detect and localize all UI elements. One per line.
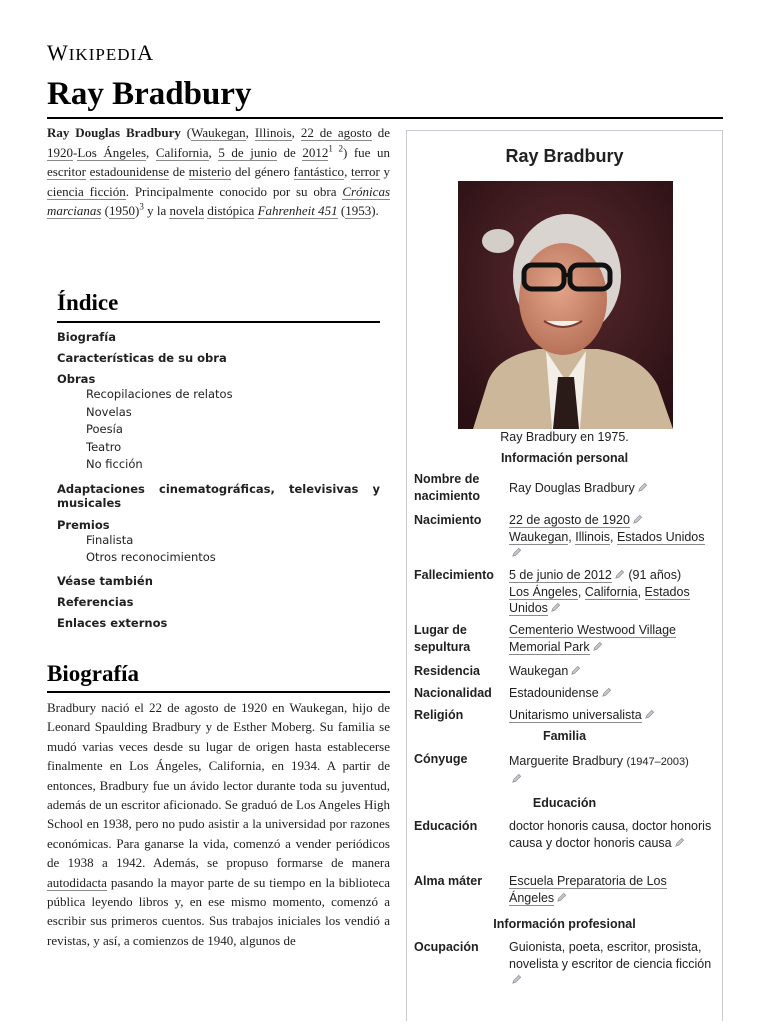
infobox-row-birth: Nacimiento 22 de agosto de 1920 Waukegan, Illinois, Estados Unidos <box>414 512 714 562</box>
infobox-row-nationality <box>414 685 714 702</box>
title-divider <box>47 117 723 119</box>
toc-title: Índice <box>57 290 380 323</box>
toc-item-caracteristicas[interactable]: Características de su obra <box>57 351 227 365</box>
link-autodidacta[interactable]: autodidacta <box>47 874 107 890</box>
toc-subitem-finalista[interactable]: Finalista <box>86 532 134 547</box>
link-death-date[interactable]: 5 de junio de 2012 <box>509 568 612 582</box>
infobox-header-education: Educación <box>532 796 597 810</box>
infobox-row-death: Fallecimiento 5 de junio de 2012 (91 años) Los Ángeles, California, Estados Unidos <box>414 568 690 615</box>
wordmark-smallcaps: IKIPEDI <box>68 45 138 64</box>
edit-pencil-icon[interactable] <box>556 892 567 903</box>
religion-label: Religión <box>414 708 464 722</box>
link-1950[interactable]: 1950 <box>109 203 135 218</box>
edit-pencil-icon[interactable] <box>632 514 643 525</box>
link-birth-waukegan[interactable]: Waukegan <box>509 529 569 544</box>
link-estadounidense[interactable]: estadounidense <box>89 164 170 179</box>
link-burial-place[interactable]: Cementerio Westwood Village Memorial Park <box>509 623 676 654</box>
edit-pencil-icon[interactable] <box>601 687 612 698</box>
wordmark-letter-a: A <box>137 40 155 65</box>
spouse-value: Marguerite Bradbury <box>509 754 623 768</box>
infobox-row-spouse <box>414 751 714 787</box>
death-age: (91 años) <box>624 568 682 582</box>
spouse-label: Cónyuge <box>414 752 468 766</box>
edit-pencil-icon[interactable] <box>511 974 522 985</box>
link-illinois[interactable]: Illinois <box>254 125 292 140</box>
education-label: Educación <box>414 819 478 833</box>
birth-label: Nacimiento <box>414 513 482 527</box>
edit-pencil-icon[interactable] <box>511 547 522 558</box>
link-novela[interactable]: novela <box>169 203 205 218</box>
infobox-row-religion <box>414 707 714 724</box>
infobox-row-residence <box>414 663 714 680</box>
link-religion[interactable]: Unitarismo universalista <box>509 708 642 722</box>
wordmark-letter-w: W <box>47 40 69 65</box>
subject-name: Ray Douglas Bradbury <box>47 125 181 140</box>
toc-item-biografia[interactable]: Biografía <box>57 330 116 344</box>
toc-item-vease-tambien[interactable]: Véase también <box>57 573 153 588</box>
link-birth-date[interactable]: 22 de agosto de 1920 <box>509 513 630 527</box>
wikipedia-wordmark[interactable] <box>47 40 154 66</box>
toc-subitem-poesia[interactable]: Poesía <box>86 422 123 436</box>
occupation-value: Guionista, poeta, escritor, prosista, novelista y escritor de ciencia ficción <box>509 940 712 971</box>
infobox <box>406 130 723 1021</box>
residence-label: Residencia <box>414 664 481 678</box>
portrait-photo[interactable] <box>458 181 673 429</box>
burial-label: Lugar de sepultura <box>414 623 471 654</box>
edit-pencil-icon[interactable] <box>570 665 581 676</box>
toc-subitem-recopilaciones[interactable]: Recopilaciones de relatos <box>86 387 233 401</box>
toc-subitem-no-ficcion[interactable]: No ficción <box>86 457 143 471</box>
link-2012[interactable]: 2012 <box>302 144 329 160</box>
edit-pencil-icon[interactable] <box>674 837 685 848</box>
link-death-usa[interactable]: Estados Unidos <box>509 584 690 615</box>
link-1953[interactable]: 1953 <box>345 203 372 218</box>
occupation-label: Ocupación <box>414 940 479 954</box>
link-death-california[interactable]: California <box>584 584 638 599</box>
link-escritor[interactable]: escritor <box>47 164 86 179</box>
edit-pencil-icon[interactable] <box>550 602 561 613</box>
link-terror[interactable]: terror <box>350 164 380 179</box>
infobox-title: Ray Bradbury <box>505 146 624 166</box>
link-los-angeles[interactable]: Los Ángeles <box>77 144 147 160</box>
infobox-row-burial <box>414 622 714 655</box>
edit-pencil-icon[interactable] <box>644 709 655 720</box>
toc-item-obras[interactable]: Obras <box>57 372 96 386</box>
birth-name-value: Ray Douglas Bradbury <box>509 481 635 495</box>
edit-pencil-icon[interactable] <box>614 569 625 580</box>
infobox-row-occupation <box>414 939 714 989</box>
residence-value: Waukegan <box>509 664 569 678</box>
reference-3[interactable]: 3 <box>139 201 144 212</box>
infobox-row-education <box>414 818 714 851</box>
birth-name-label: Nombre de nacimiento <box>414 472 480 503</box>
link-fahrenheit-451[interactable]: Fahrenheit 451 <box>257 203 338 218</box>
infobox-row-birth-name <box>414 471 714 504</box>
link-california[interactable]: California <box>155 144 209 160</box>
alma-mater-label: Alma máter <box>414 874 483 888</box>
reference-1-2[interactable]: 1 2 <box>328 143 343 154</box>
link-cronicas-marcianas[interactable]: Crónicas marcianas <box>47 183 390 218</box>
toc-subitem-otros-reconocimientos[interactable]: Otros reconocimientos <box>86 550 216 564</box>
edit-pencil-icon[interactable] <box>592 641 603 652</box>
link-1920[interactable]: 1920 <box>47 144 73 160</box>
link-alma-mater[interactable]: Escuela Preparatoria de Los Ángeles <box>509 874 667 905</box>
portrait-caption: Ray Bradbury en 1975. <box>500 430 629 444</box>
toc-item-premios[interactable]: Premios <box>57 517 110 532</box>
link-distopica[interactable]: distópica <box>207 203 255 218</box>
edit-pencil-icon[interactable] <box>511 773 522 784</box>
edit-pencil-icon[interactable] <box>637 482 648 493</box>
toc-item-adaptaciones[interactable]: Adaptaciones cinematográficas, televisivas y musicales <box>57 481 380 510</box>
infobox-header-personal: Información personal <box>500 451 629 465</box>
nationality-value: Estadounidense <box>509 686 599 700</box>
infobox-header-professional: Información profesional <box>493 917 636 931</box>
link-ciencia-ficcion[interactable]: ciencia ficción <box>47 183 126 199</box>
link-birth-illinois[interactable]: Illinois <box>575 529 610 544</box>
toc-subitem-teatro[interactable]: Teatro <box>86 439 122 454</box>
section-heading-biografia: Biografía <box>47 661 390 693</box>
page-title: Ray Bradbury <box>47 76 252 112</box>
toc-item-referencias[interactable]: Referencias <box>57 594 134 609</box>
death-label: Fallecimiento <box>414 568 494 582</box>
spouse-years: (1947–2003) <box>626 756 689 768</box>
infobox-row-alma-mater <box>414 873 714 906</box>
biography-paragraph: Bradbury nació el 22 de agosto de 1920 en Waukegan, hijo de Leonard Spaulding Bradbury y de Esther Moberg. Su familia se mudó varias veces desde su lugar de origen hasta establecerse finalmente en Los Ángeles, California, en 1934. A partir de entonces, Bradbury fue un ávido lector durante toda su juventud, además de un escritor aficionado. Se graduó de Los Angeles High School en 1938, pero no pudo asistir a la universidad por razones económicas. Para ganarse la vida, comenzó a vender periódicos de 1938 a 1942. Además, se propuso formarse de manera autodidacta pasando la mayor parte de su tiempo en la biblioteca pública leyendo libros y, en ese mismo momento, comenzó a escribir sus primeros cuentos. Sus trabajos iniciales los vendió a revistas, y así, a comienzos de 1940, algunos de <box>47 700 390 948</box>
link-waukegan[interactable]: Waukegan <box>191 125 246 140</box>
toc-subitem-novelas[interactable]: Novelas <box>86 404 132 419</box>
link-misterio[interactable]: misterio <box>188 164 232 179</box>
toc-item-enlaces-externos[interactable]: Enlaces externos <box>57 615 168 630</box>
table-of-contents <box>57 290 380 630</box>
link-22-agosto[interactable]: 22 de agosto <box>300 125 372 140</box>
nationality-label: Nacionalidad <box>414 686 492 700</box>
lead-paragraph: Ray Douglas Bradbury (Waukegan, Illinois, 22 de agosto de 1920-Los Ángeles, California, 5 de junio de $2012^{1 2}$) fue un escritor estadounidense de misterio del género fantástico, terror y ciencia ficción. Principalmente conocido por su obra Crónicas marcianas $(1950)^3$ y la novela distópica Fahrenheit 451 (1953). <box>47 125 391 218</box>
link-5-junio[interactable]: 5 de junio <box>218 144 277 160</box>
link-fantastico[interactable]: fantástico <box>293 164 345 179</box>
education-value: doctor honoris causa, doctor honoris causa y doctor honoris causa <box>509 819 712 850</box>
infobox-header-family: Familia <box>542 729 587 743</box>
link-birth-usa[interactable]: Estados Unidos <box>616 529 705 544</box>
link-death-los-angeles[interactable]: Los Ángeles <box>509 584 578 599</box>
